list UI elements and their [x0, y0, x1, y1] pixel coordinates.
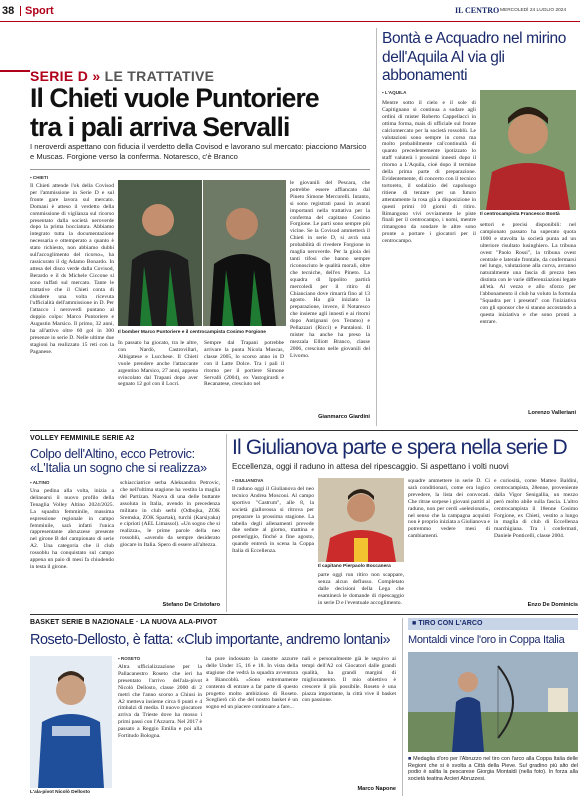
subtitle-rule [30, 169, 370, 170]
main-subtitle: I neroverdi aspettano con fiducia il verdetto della Covisod e lavorano sul mercato: piacciono Marsico e Muscas. Forgione verso la conferma. Notaresco, c'è Branco [30, 142, 367, 161]
giulianova-col1: Il raduno oggi il Giulianova del neo tecnico Andrea Moscoui. Al campo sportivo "Castrum", alle 8, la società giallorossa si ritrova per preparare la prossima stagione. La tabella degli allenamenti prevede due sedute al giorno, mattina e pomeriggio, finché a fine agosto, quando entrerà in scena la Coppa Italia di Eccellenza. [232, 486, 314, 555]
basket-signature: Marco Napone [357, 786, 396, 792]
giulianova-subtitle: Eccellenza, oggi il raduno in attesa del ripescaggio. Si aspettano i volti nuovi [232, 462, 509, 471]
header-divider [20, 6, 21, 16]
page-number: 38 [2, 5, 15, 17]
masthead: IL CENTRO [455, 6, 500, 15]
archery-headline: Montaldi vince l'oro in Coppa Italia [408, 634, 565, 646]
right-location: ▪ L'AQUILA [382, 90, 407, 95]
giulianova-col4: e curiosità, come Matteo Baldini, centrocampista, 28enne, proveniente dalla Vigor Senigallia, un mezzo però molto abile sulla fascia. L'altro centrocampista il 18enne Cosimo Forgione, ex Chieti, vestito a lungo in maglia di club di Eccellenza marchigiana. Tra i confermati, Daniele Ponticelli, classe 2004. [494, 478, 578, 540]
right-col1: Mentre sotto il cielo e il sole di Capitignano si continua a sudare agli ordini di mister Roberto Cappellacci in ottima forma, mais di ufficiale sul fronte calciomercato per la società rossoblù. Le valutazioni sono sempre in corso ma molto probabilmente cal'continuità di quanto precedentemente ipotizzato lo staff valuterà i prossimi innesti dopo il ritorno a L'Aquila, cioè dopo il termine della prima parte di preparazione. Evidentemente, di concerto con il tecnico tortoreto, il sodalizio del capoluogo ritiene di tentare per un futuro attentamente la rosa già a disposizione in questi primi 10 giorni di ritiro. Rimangono vivi ovviamente le piste finali per il centrocampo, i nomi, mentre rimangono da sondare le altre sono pronte a portare i giocatori per il centrocampo. [382, 100, 476, 245]
main-kicker [30, 68, 214, 84]
headline-line2: tra i pali arriva Servalli [30, 111, 290, 142]
montaldi-photo [408, 652, 578, 752]
giulianova-signature: Enzo De Dominicis [527, 602, 578, 608]
volley-headline: Colpo dell'Altino, ecco Petrovic: «L'Italia un sogno che si realizza» [30, 447, 207, 475]
basket-divider [402, 618, 403, 796]
kicker-separator: » [92, 68, 101, 84]
bonta-photo [480, 90, 576, 210]
kicker-accent [0, 70, 30, 72]
section-rule-2 [30, 614, 578, 615]
main-col1: Il Chieti attende l'ok della Covisod per l'ammissione in Serie D e sul fronte gare lavora sul mercato. Domani è atteso il verdetto della commissione di vigilanza sul ricorso presentato dalla società neroverde dopo la prima bocciatura. Abbiamo integrato tutta la documentazione necessaria e ottemperato a quanto è stato richiesto, non abbiamo dubbi sull'accoglimento del ricorso», ha rassicurato il dg Adamo Bonardo. In attesa del disco verde dalla Covisod, Berardo e il ds Michele Ciccone si sono tuffati sul mercato. Tante le trattative che il Chieti conta di chiudere una volta ricevuta l'ufficialità dell'ammissione in D. Per l'attacco i neroverdi puntano al doppio colpo: Marco Puntoriere e Augustin Marsico. Il primo, 32 anni, ha all'attivo oltre 60 gol in 300 presenze in serie D. Nelle ultime due stagioni ha realizzato 15 reti con la Paganese. [30, 183, 114, 355]
headline-line1: Il Chieti vuole Puntoriere [30, 83, 319, 113]
players-photo [118, 180, 286, 326]
giulianova-photo-caption: Il capitano Pierpaolo Boccanera [318, 564, 391, 569]
kicker-trattative: LE TRATTATIVE [104, 68, 215, 84]
volley-col1: Una pedina alla volta, inizia a delinearsi il nuovo profilo della Tenaglia Volley Altino 2024/2025. La squadra femminile, massima espressione regionale in campo femminile, sarà infatti l'unica rappresentante abruzzese presente nel girone B del campionato di serie A2. Una categoria che il club rossoblu ha conquistato sul campo appena un paio di mesi fa chiudendo in testa il girone. [30, 488, 114, 570]
basket-headline: Roseto-Dellosto, è fatta: «Club importante, andremo lontani» [30, 632, 391, 648]
giulianova-photo [318, 478, 404, 562]
volley-label: VOLLEY FEMMINILE SERIE A2 [30, 435, 135, 442]
right-photo-caption: Il centrocampista Francesco Bontà [480, 212, 560, 217]
main-location: ▪ CHIETI [30, 175, 48, 180]
giulianova-col3: squadre ammettere in serie D. Ci sarà conditionari, come era logico prevedere, la lista dei convocati. Che ritrae sorpese i giovani partiti al raduno, non per cerdi «selezionati», nel senso che la campagna acquisti non è proprio iniziata a Giulianova e potremmo vedere mesi di cambiamenti. [408, 478, 490, 540]
page-header [0, 0, 580, 22]
right-col2: settori e precisi disponibili: nel campionato passato ha superato quota 1000 e stavolta la società punta ad un ulteriore risultato lusinghiero. La tribuna ovest "Paolo Rossi", la tribuna ovest centrale e laterale frontale, da confermarsi nel lungo, valutazione alla curva, avranno naturalmente una fascia di prezzo ben distinta con le varie differenziazioni legate all'età. Al vezzo e allo sforzo per l'abbonamento il club ha voluto la formula "Squadra per i presenti" con l'iniziativa con gli sponsor che si stanno accostando a questa iniziativa e che sono pronti a entrare. [480, 222, 576, 325]
date: MERCOLEDÌ 24 LUGLIO 2024 [500, 7, 567, 13]
archery-caption: ■ Medaglia d'oro per l'Abruzzo nel tiro con l'arco alla Coppa Italia delle Regioni che si è svolta a Città della Pieve. Sul gradino più alto del podio è salita la pescarese Giorgia Montaldi (nella foto). In forza alla società teatina Arcieri Abruzzesi. [408, 756, 578, 782]
main-col2: In passato ha giocato, tra le altre, con Nardò, Castrovillari, Albigatese e Lucchese. Il Chieti vuole prendere anche l'attaccante argentino Marsico, 27 anni, appena svincolato dal Trapani dopo aver segnato 12 gol con il Locri. [118, 340, 198, 388]
column-divider [376, 28, 377, 426]
volley-col2: schiacciatrice serba Aleksandra Petrovic, che nell'ultima stagione ha vestito la maglia del Partizan. Nuova di una delle buttante assoluta in Italia, avendo in precedenza militato in club serbi (Odbojka, ZOK Sremska, ZOK Spartak), turchi (Karsiyaka) e ciprioti (AEL Limassol). «Un sogno che si realizza», le prime parole della neo rossoblù, «avendo da sempre desiderato giocare in Italia. Spero di essere all'altezza. [120, 480, 220, 549]
section-label: Sport [25, 5, 54, 17]
main-photo-caption: Il bomber Marco Puntoriere e il centrocampista Cosimo Forgione [118, 330, 266, 335]
basket-photo-caption: L'ala-pivot Nicolò Dellosto [30, 790, 91, 795]
boccanera-photo [318, 478, 404, 562]
main-headline [30, 84, 370, 141]
kicker-serie: SERIE D [30, 68, 89, 84]
basket-photo [30, 656, 112, 788]
dellosto-photo [30, 656, 112, 788]
giulianova-location: ▪ GIULIANOVA [232, 478, 264, 483]
archery-photo [408, 652, 578, 752]
basket-location: ▪ ROSETO [118, 656, 141, 661]
basket-label: BASKET SERIE B NAZIONALE · LA NUOVA ALA-PIVOT [30, 619, 218, 626]
volley-signature: Stefano De Cristofaro [162, 602, 220, 608]
right-headline: Bontà e Acquadro nel mirino dell'Aquila Al via gli abbonamenti [382, 30, 566, 84]
archery-label-bar [408, 618, 578, 630]
main-signature: Gianmarco Giardini [318, 414, 370, 420]
main-col3: Sempre dal Trapani potrebbe arrivare la punta Nicola Muscas, classe 2005, lo scorso anno in D con il Latte Dolce. Tra i pali il ritorno per il portiere Simone Servalli (2004), ex Vastogirardi e Recanatese, cresciuto nel [204, 340, 284, 388]
volley-divider [226, 434, 227, 612]
basket-col3: nali e personalmente già le seguivo ai tempi dell'A2 coi Giocatori dalle grandi qualità, ha grandi margini di miglioramento. Il mio obiettivo è crescere il più possibile. Roseto è una piazza importante, la città vive il basket con passione. [302, 656, 396, 704]
right-photo [480, 90, 576, 210]
volley-location: ▪ ALTINO [30, 480, 50, 485]
section-rule-1 [30, 430, 578, 431]
giulianova-col2: parte oggi run ritiro non scappare, senza alcun deflusso. Completato dalle decisioni della Lega che esaminerà le domande di ripescaggio in serie D e l'eventuale accoglimento. [318, 572, 404, 606]
basket-col1: Altra ufficializzazione per la Pallacanestro Roseto che ieri ha presentato l'arrivo dell'ala-pivot Nicolò Dellosto, classe 2000 di 2 metri che l'anno scorso a Chiusi in A2 metteva insieme circa 6 punti e 4 rimbalzi di media. Il nuovo giocatore arriva da Trieste dove ha mosso i primi passi con l'Azzurra. Nel 2017 è passato a Reggio Emilia e poi alla Fortitudo Bologna. [118, 664, 202, 740]
giulianova-headline: Il Giulianova parte e spera nella serie D [232, 436, 567, 459]
archery-label: ■ TIRO CON L'ARCO [412, 620, 483, 627]
main-photo [118, 180, 286, 326]
right-signature: Lorenzo Valleriani [528, 410, 576, 416]
basket-col2: ha pure indossato la canotte azzurre delle Under 15, 16 e 18. In vista della stagione che vedrà la squadra avventura a Biancoblù. «Sono estremamente contento di entrare a far parte di questo progetto molto ambizioso di Roseto. Sceglierò ciò che del nostro basket è un sogno ed un piacere continuare a fare... [206, 656, 298, 711]
main-col4: le giovanili del Pescara, che potrebbe essere affiancato dal Pineto Simone Mercurelli. Intanto, si sono registrati passi in avanti importanti nella trattativa per la conferma del capitano Cosimo Forgione. Le parti sono sempre più vicine. Se la Covisod ammetterà il Chieti in serie D, si avrà una probabilità di rivedere Forgione in maglia neroverde. Per la gioia dei tanti tifosi che hanno sempre riconosciuto le qualità morali, oltre che tecniche, dell'ex Pineto. La squadra di Ippolito partirà mercoledì per il ritiro di Chianciano dove rimarrà fino al 13 agosto. Ha già iniziato la preparazione, invece, il Notaresco che insieme agli innesti e ai ritorni dopo Antignani (ex Teramo) e Pellazzari (Ricci) e Pantaloni. Il mister ha anche ha preso la mezzala Elliott Branco, classe 2006, cresciuto nelle giovanili del Livorno. [290, 180, 370, 359]
